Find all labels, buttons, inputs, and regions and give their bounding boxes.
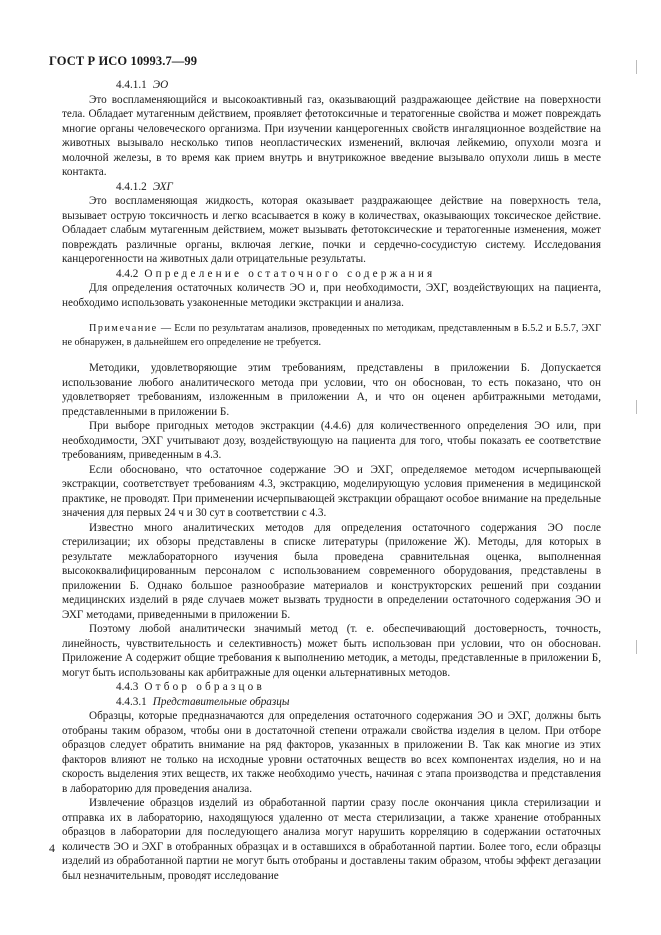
paragraph: Методики, удовлетворяющие этим требованиям, представлены в приложении Б. Допускается использование любого аналитического метода при условии, что он обоснован, то есть показано, что он удовлетворяет требованиям, изложенным в приложении А, и что он оценен арбитражными методами, представленными в приложении Б. xyxy=(62,362,601,418)
section-heading xyxy=(62,78,601,93)
paragraph: Это воспламеняющийся и высокоактивный газ, оказывающий раздражающее действие на поверхности тела. Обладает мутагенным действием, проявляет фетотоксичные и тератогенные свойства и может повреждать многие органы человеческого организма. При изучении канцерогенных свойств ингаляционное воздействие на животных вызывало несколько типов неопластических изменений, включая лейкемию, опухоли мозга и молочной железы, в то время как прием внутрь и внутрикожное введение вызывало опухоли лишь в месте контакта. xyxy=(62,93,601,178)
note xyxy=(62,322,601,349)
section-heading xyxy=(62,695,601,710)
note-text: — Если по результатам анализов, проведенных по методикам, представленным в Б.5.2 и Б.5.7, ЭХГ не обнаружен, в дальнейшем его определение не требуется. xyxy=(62,323,601,348)
section-heading xyxy=(62,180,601,195)
paragraph: Известно много аналитических методов для определения остаточного содержания ЭО после стерилизации; их обзоры представлены в списке литературы (приложение Ж). Методы, для которых в результате межлабораторного изучения была проведена сравнительная оценка, выполненная высококвалифицированным персоналом с использованием современного оборудования, представлены в приложении Б. Однако большое разнообразие материалов и конструкторских решений при создании медицинских изделий в ряде случаев может вызвать трудности в определении остаточного содержания ЭО и ЭХГ методами, приведенными в приложении Б. xyxy=(62,521,601,621)
paragraph: Извлечение образцов изделий из обработанной партии сразу после окончания цикла стерилизации и отправка их в лабораторию, находящуюся удаленно от места стерилизации, а также хранение отобранных образцов в лаборатории для последующего анализа могут нарушить корреляцию в содержании остаточных количеств ЭО и ЭХГ в отобранных образцах и в оставшихся в обработанной партии. Более того, если образцы изделий из обработанной партии не могут быть отобраны и доставлены таким образом, чтобы эффект дегазации был незначительным, проводят исследование xyxy=(62,797,601,882)
section-title: ЭО xyxy=(152,79,169,91)
section-title: ЭХГ xyxy=(152,180,173,193)
section-heading xyxy=(62,267,601,282)
scan-edge-mark xyxy=(636,640,637,654)
section-number: 4.4.1.1 xyxy=(116,79,147,91)
document-header: ГОСТ Р ИСО 10993.7—99 xyxy=(49,54,198,68)
paragraph: При выборе пригодных методов экстракции (4.4.6) для количественного определения ЭО или, при необходимости, ЭХГ учитывают дозу, воздействующую на пациента для того, чтобы показать ее соответствие требованиям, приведенным в 4.3. xyxy=(62,420,601,461)
section-number: 4.4.3 xyxy=(116,681,139,693)
section-heading xyxy=(62,680,601,695)
note-label: Примечание xyxy=(89,323,158,334)
section-number: 4.4.1.2 xyxy=(116,180,147,193)
section-title: Определение остаточного содержания xyxy=(144,267,436,280)
page-number: 4 xyxy=(49,841,55,855)
scan-edge-mark xyxy=(636,60,637,74)
section-number: 4.4.2 xyxy=(116,267,139,280)
paragraph: Для определения остаточных количеств ЭО и, при необходимости, ЭХГ, воздействующих на пациента, необходимо использовать узаконенные методики экстракции и анализа. xyxy=(62,282,601,309)
paragraph: Если обосновано, что остаточное содержание ЭО и ЭХГ, определяемое методом исчерпывающей экстракции, соответствует требованиям 4.3, экстракцию, моделирующую условия применения в медицинской практике, не проводят. При применении исчерпывающей экстракции обращают особое внимание на предельные значения для первых 24 ч и 30 сут в соответствии с 4.3. xyxy=(62,463,601,519)
paragraph: Это воспламеняющая жидкость, которая оказывает раздражающее действие на поверхность тела, вызывает острую токсичность и легко всасывается в кожу в количествах, оказывающих токсическое действие. Обладает слабым мутагенным действием, может вызывать фетотоксические и тератогенные изменения, может повреждать различные органы, включая легкие, почки и сердечно-сосудистую систему. Исследования канцерогенности на животных дали отрицательные результаты. xyxy=(62,195,601,265)
document-body xyxy=(62,78,601,883)
section-title: Представительные образцы xyxy=(152,695,290,708)
section-number: 4.4.3.1 xyxy=(116,695,147,708)
section-title: Отбор образцов xyxy=(144,681,265,693)
paragraph: Образцы, которые предназначаются для определения остаточного содержания ЭО и ЭХГ, должны быть отобраны таким образом, чтобы они в достаточной степени отражали свойства изделия в целом. При отборе образцов следует обратить внимание на ряд факторов, указанных в приложении В. Так как многие из этих факторов влияют не только на исходные уровни остаточных веществ во всех компонентах изделия, но и на скорость выделения этих веществ, их также необходимо учесть, начиная с этапа производства и представления в лабораторию для проведения анализа. xyxy=(62,710,601,795)
paragraph: Поэтому любой аналитически значимый метод (т. е. обеспечивающий достоверность, точность, линейность, чувствительность и селективность) может быть использован при условии, что он обоснован. Приложение А содержит общие требования к выполнению методик, а методы, представленные в приложении Б, могут быть использованы как арбитражные для оценки альтернативных методов. xyxy=(62,623,601,679)
scan-edge-mark xyxy=(636,400,637,414)
